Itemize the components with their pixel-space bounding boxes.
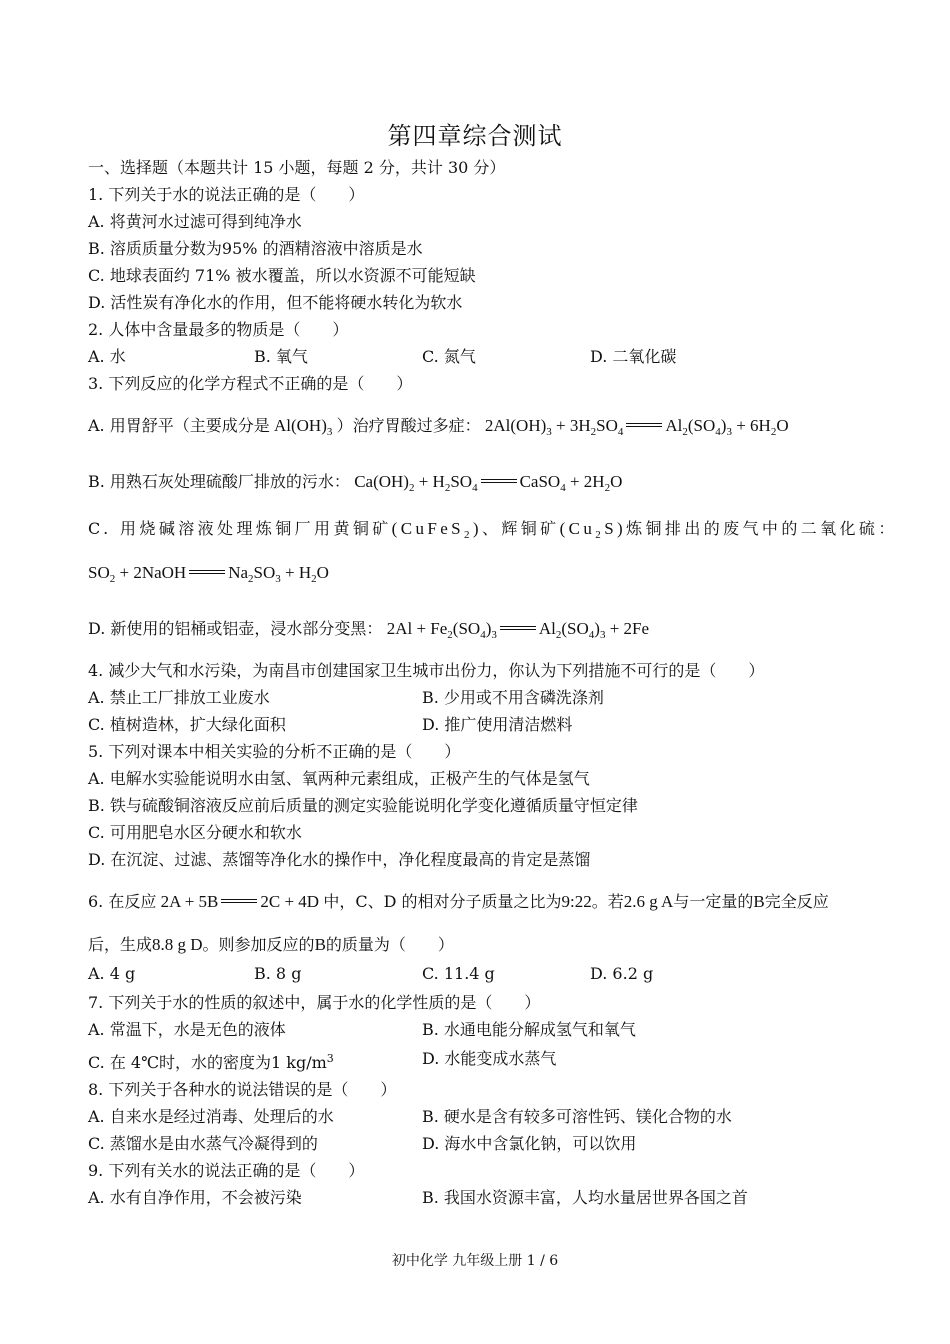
page-footer: 初中化学 九年级上册 1 / 6 bbox=[391, 1253, 559, 1269]
q2-option-c: C. 氮气 bbox=[422, 347, 476, 366]
q7-option-b: B. 水通电能分解成氢气和氧气 bbox=[422, 1020, 636, 1039]
q6-option-a: A. 4 g bbox=[88, 964, 136, 983]
q4-option-c: C. 植树造林，扩大绿化面积 bbox=[88, 715, 286, 734]
section-heading: 一、选择题（本题共计 15 小题，每题 2 分，共计 30 分） bbox=[88, 158, 506, 177]
q7-stem: 7. 下列关于水的性质的叙述中，属于水的化学性质的是（ ） bbox=[88, 993, 541, 1012]
q1-option-d: D. 活性炭有净化水的作用，但不能将硬水转化为软水 bbox=[88, 293, 463, 312]
q1-option-a: A. 将黄河水过滤可得到纯净水 bbox=[88, 212, 302, 231]
q5-option-c: C. 可用肥皂水区分硬水和软水 bbox=[88, 823, 302, 842]
q7-option-c: C. 在 4℃时，水的密度为1 $kg/m^3$ bbox=[88, 1052, 334, 1072]
q6-option-b: B. 8 g bbox=[254, 964, 302, 983]
q9-option-a: A. 水有自净作用，不会被污染 bbox=[88, 1188, 302, 1207]
q2-option-a: A. 水 bbox=[88, 347, 126, 366]
q6-stem-line1: 6. 在反应 2A + 5B 2C + 4D 中，C、D 的相对分子质量之比为9:22。若2.6 g A与一定量的B完全反应 bbox=[88, 892, 829, 911]
q4-option-d: D. 推广使用清洁燃料 bbox=[422, 715, 573, 734]
q8-option-a: A. 自来水是经过消毒、处理后的水 bbox=[88, 1107, 334, 1126]
q5-stem: 5. 下列对课本中相关实验的分析不正确的是（ ） bbox=[88, 742, 461, 761]
q3-stem: 3. 下列反应的化学方程式不正确的是（ ） bbox=[88, 374, 413, 393]
q4-option-b: B. 少用或不用含磷洗涤剂 bbox=[422, 688, 604, 707]
q9-option-b: B. 我国水资源丰富，人均水量居世界各国之首 bbox=[422, 1188, 748, 1207]
q5-option-d: D. 在沉淀、过滤、蒸馏等净化水的操作中，净化程度最高的肯定是蒸馏 bbox=[88, 850, 591, 869]
q3-option-c-equation: $SO_2$ + 2NaOH $Na_2SO_3 + H_2O$ bbox=[88, 563, 329, 585]
q6-stem-line2: 后，生成8.8 g D。则参加反应的B的质量为（ ） bbox=[88, 935, 454, 954]
page-title: 第四章综合测试 bbox=[387, 122, 563, 150]
q8-stem: 8. 下列关于各种水的说法错误的是（ ） bbox=[88, 1080, 397, 1099]
q2-stem: 2. 人体中含量最多的物质是（ ） bbox=[88, 320, 349, 339]
q6-option-c: C. 11.4 g bbox=[422, 964, 495, 983]
q2-option-d: D. 二氧化碳 bbox=[590, 347, 677, 366]
q3-option-c: C. 用烧碱溶液处理炼铜厂用黄铜矿(CuFeS$_2$)、辉铜矿$(Cu_2S)$炼铜排出的废气中的二氧化硫： bbox=[88, 519, 898, 541]
q7-option-a: A. 常温下，水是无色的液体 bbox=[88, 1020, 286, 1039]
q1-option-b: B. 溶质质量分数为95% 的酒精溶液中溶质是水 bbox=[88, 239, 423, 258]
q4-stem: 4. 减少大气和水污染，为南昌市创建国家卫生城市出份力，你认为下列措施不可行的是（ ） bbox=[88, 661, 765, 680]
q3-option-a: A. 用胃舒平（主要成分是 $Al(OH)_3$ ）治疗胃酸过多症： $2Al(OH)_3 + 3H_2SO_4$ $Al_2(SO_4)_3 + 6H_2O$ bbox=[88, 416, 789, 438]
q1-option-c: C. 地球表面约 71% 被水覆盖，所以水资源不可能短缺 bbox=[88, 266, 476, 285]
q3-option-d: D. 新使用的铝桶或铝壶，浸水部分变黑： $2Al + Fe_2(SO_4)_3$ $Al_2(SO_4)_3 + 2Fe$ bbox=[88, 619, 650, 641]
q7-option-d: D. 水能变成水蒸气 bbox=[422, 1049, 557, 1068]
q5-option-a: A. 电解水实验能说明水由氢、氧两种元素组成，正极产生的气体是氢气 bbox=[88, 769, 590, 788]
q6-option-d: D. 6.2 g bbox=[590, 964, 654, 983]
q8-option-d: D. 海水中含氯化钠，可以饮用 bbox=[422, 1134, 637, 1153]
q1-stem: 1. 下列关于水的说法正确的是（ ） bbox=[88, 185, 365, 204]
q3-option-b: B. 用熟石灰处理硫酸厂排放的污水： $Ca(OH)_2 + H_2SO_4$ CaSO$_4$ + $2H_2O$ bbox=[88, 472, 623, 494]
q5-option-b: B. 铁与硫酸铜溶液反应前后质量的测定实验能说明化学变化遵循质量守恒定律 bbox=[88, 796, 638, 815]
q8-option-b: B. 硬水是含有较多可溶性钙、镁化合物的水 bbox=[422, 1107, 732, 1126]
q9-stem: 9. 下列有关水的说法正确的是（ ） bbox=[88, 1161, 365, 1180]
q8-option-c: C. 蒸馏水是由水蒸气冷凝得到的 bbox=[88, 1134, 318, 1153]
q4-option-a: A. 禁止工厂排放工业废水 bbox=[88, 688, 270, 707]
q2-option-b: B. 氧气 bbox=[254, 347, 308, 366]
